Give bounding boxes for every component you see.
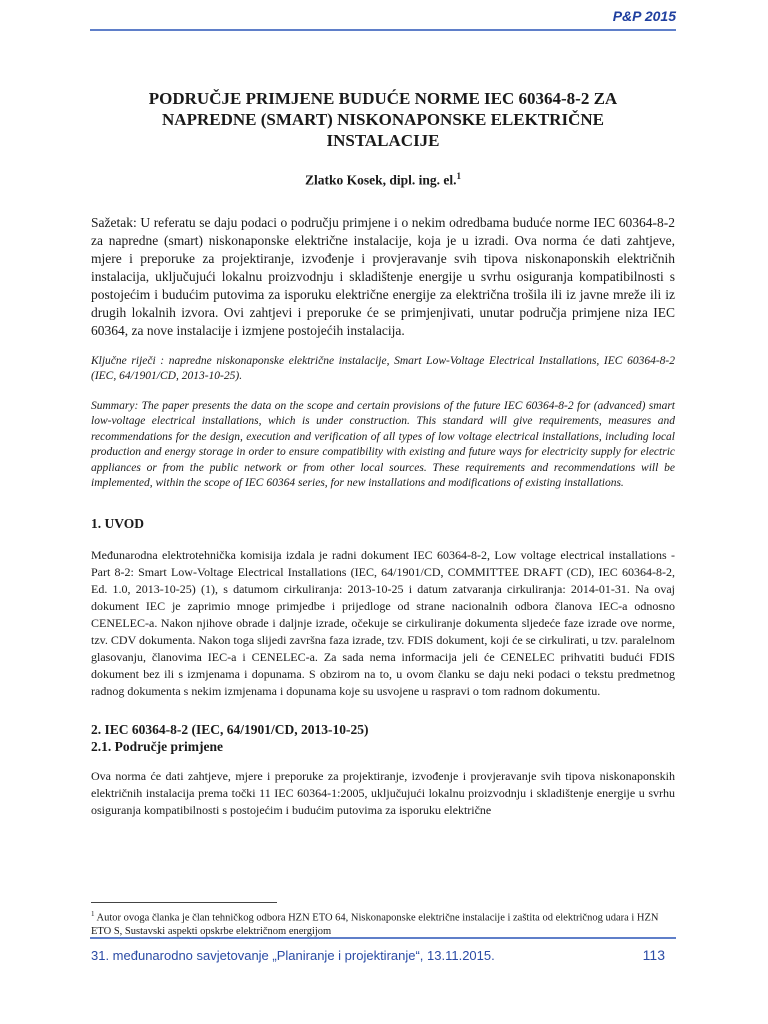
author-footnote-mark: 1 [456, 171, 462, 181]
header-rule [90, 29, 676, 31]
page-number: 113 [642, 947, 665, 963]
paper-title [91, 88, 675, 151]
header-tag: P&P 2015 [612, 8, 676, 24]
footer-conference: 31. međunarodno savjetovanje „Planiranje i projektiranje“, 13.11.2015. [91, 948, 495, 963]
section-heading-2: 2. IEC 60364-8-2 (IEC, 64/1901/CD, 2013-10-25) [91, 721, 369, 737]
author-name: Zlatko Kosek, dipl. ing. el. [304, 172, 457, 188]
subsection-text-2-1: Ova norma će dati zahtjeve, mjere i preporuke za projektiranje, izvođenje i provjeravanje svih tipova niskonaponskih električnih instalacija prema točki 11 IEC 60364-1:2005, uključujući lokalnu proizvodnju i skladištenje energije u svrhu osiguranja kompatibilnosti s postojećim i budućim putovima za isporuku električne [91, 768, 675, 817]
title-line: PODRUČJE PRIMJENE BUDUĆE NORME IEC 60364-8-2 ZA [148, 89, 618, 108]
subsection-heading-2-1: 2.1. Područje primjene [91, 738, 223, 754]
summary-en: Summary: The paper presents the data on the scope and certain provisions of the future IEC 60364-8-2 for (advanced) smart low-voltage electrical installations, which is under construction. This standard will give requirements, measures and recommendations for the design, execution and verification of all types of low voltage electrical installations, including local production and energy storage in order to ensure compatibility with existing and future ways for electricity supply for electric appliances or from the public network or from other local sources. These requirements and recommendations will be implemented, within the scope of IEC 60364 series, for new installations and modifications of existing installations. [91, 399, 675, 489]
section-heading-uvod: 1. UVOD [91, 515, 144, 531]
title-line: INSTALACIJE [326, 131, 440, 150]
footer-rule [90, 937, 676, 939]
footnote-text: Autor ovoga članka je član tehničkog odbora HZN ETO 64, Niskonaponske električne instalacije i zaštita od električnog udara i HZN ETO S, Sustavski aspekti opskrbe električnom energijom [91, 912, 659, 937]
section-text-uvod: Međunarodna elektrotehnička komisija izdala je radni dokument IEC 60364-8-2, Low voltage electrical installations - Part 8-2: Smart Low-Voltage Electrical Installations (IEC, 64/1901/CD, COMMITTEE DRAFT (CD), IEC 60364-8-2, Ed. 1.0, 2013-10-25) (1), s datumom cirkuliranja: 2013-10-25 i datum zatvaranja cirkuliranja: 2014-01-31. Na ovaj dokument IEC je zaprimio mnoge primjedbe i prijedloge od strane nacionalnih odbora članova IEC-a odnosno CENELEC-a. Nakon njihove obrade i daljnje izrade, očekuje se cirkuliranje dokumenta sljedeće faze izrade ove norme, tzv. CDV dokumenta. Nakon toga slijedi završna faza izrade, tzv. FDIS dokument, koji će se cirkulirati, u tzv. paralelnom glasovanju, članovima IEC-a i CENELEC-a. Za sada nema informacija jeli će CENELEC prihvatiti budući FDIS dokument bez ili s izmjenama i dopunama. S obzirom na to, u ovom članku se daju neki podaci o tekstu predmetnog radnog dokumenta s nekim izmjenama i dopunama koje su usvojene u raspravi o tom radnom dokumentu. [91, 547, 675, 698]
page-content [91, 88, 675, 819]
title-line: NAPREDNE (SMART) NISKONAPONSKE ELEKTRIČNE [162, 110, 604, 129]
footnote-mark: 1 [91, 910, 95, 918]
author-line [91, 171, 675, 189]
keywords: Ključne riječi : napredne niskonaponske električne instalacije, Smart Low-Voltage Electrical Installations, IEC 60364-8-2 (IEC, 64/1901/CD, 2013-10-25). [91, 354, 675, 382]
abstract: Sažetak: U referatu se daju podaci o području primjene i o nekim odredbama buduće norme IEC 60364-8-2 za napredne (smart) niskonaponske električne instalacije, koja je u izradi. Ova norma će dati zahtjeve, mjere i preporuke za projektiranje, izvođenje i provjeravanje svih tipova niskonaponskih električnih instalacija, uključujući lokalnu proizvodnju i skladištenje energije u svrhu osiguranja kompatibilnosti s postojećim i budućim putovima za isporuku električne energije za električna trošila ili iz javne mreže ili iz drugih lokalnih izvora. Ovi zahtjevi i preporuke će se primjenjivati, unutar područja primjene niza IEC 60364, za nove instalacije i izmjene postojećih instalacija. [91, 214, 675, 338]
footnote-rule [91, 902, 277, 903]
footnote [91, 908, 675, 938]
